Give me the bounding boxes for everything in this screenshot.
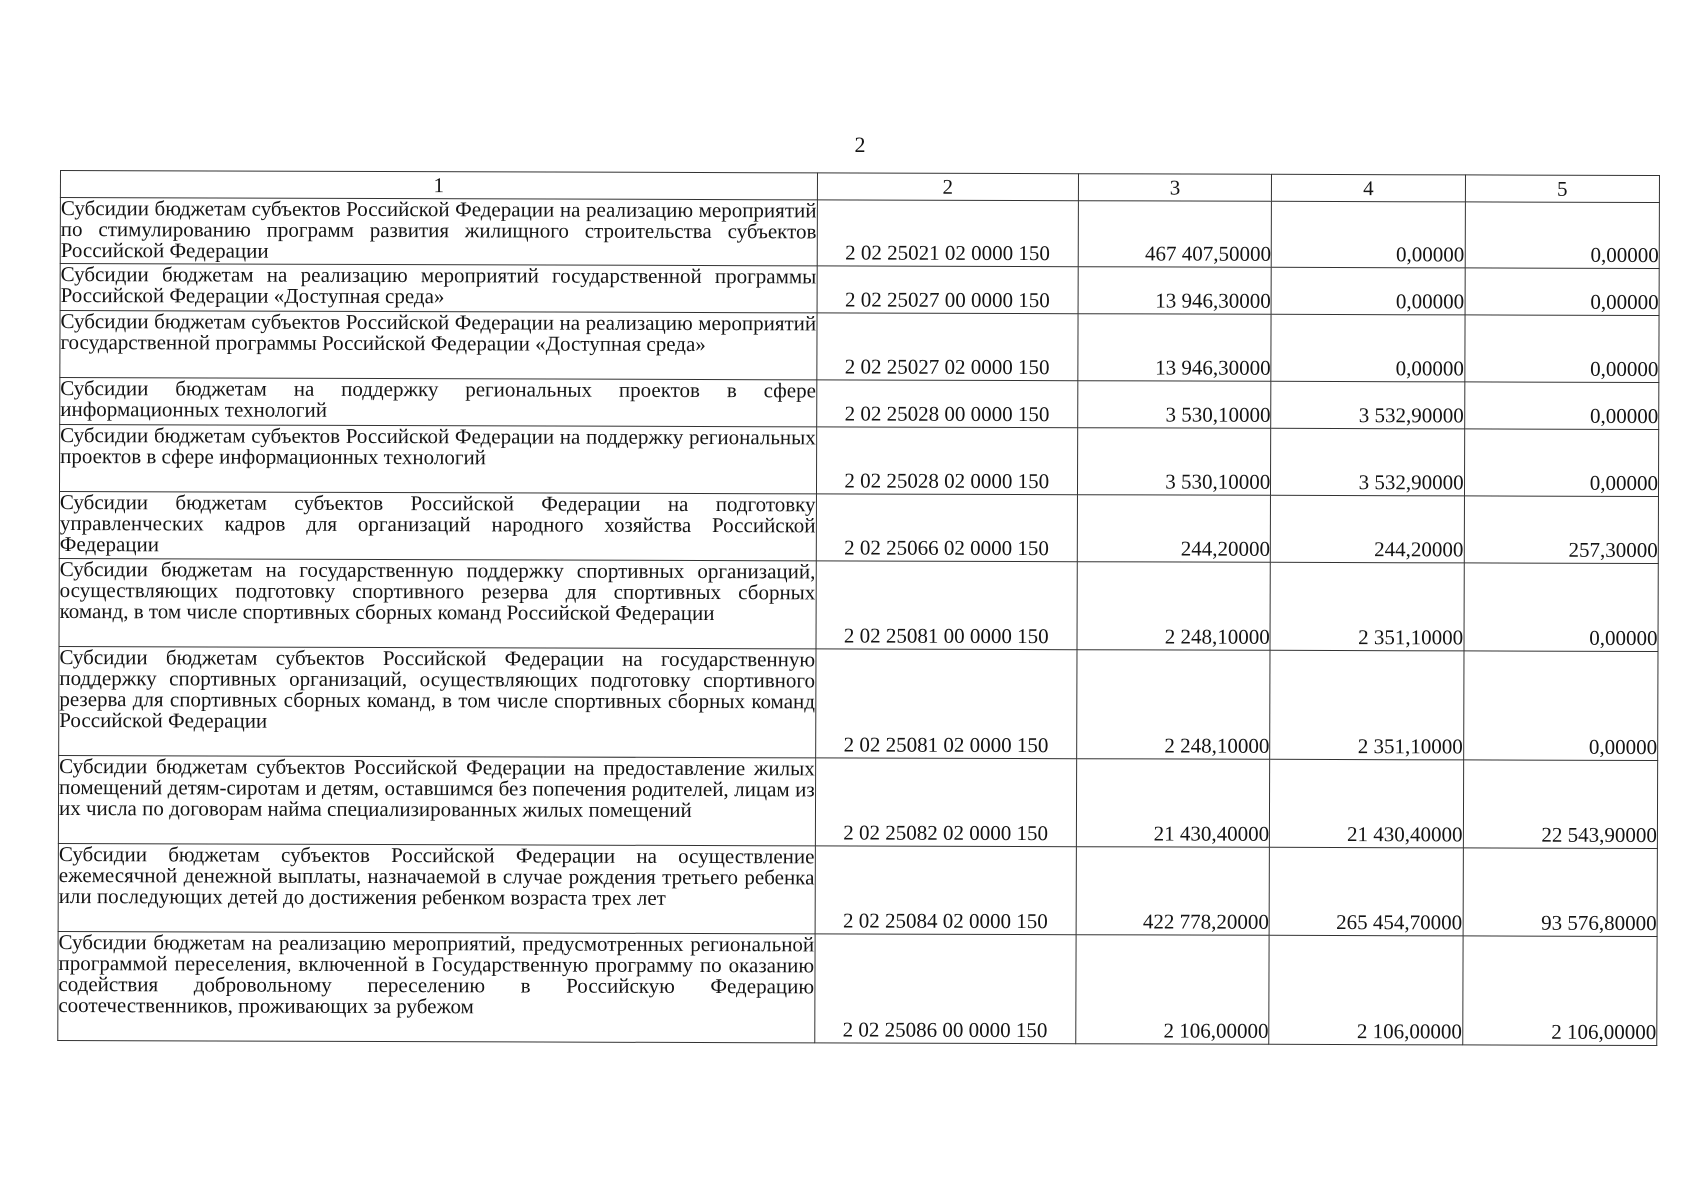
row-value-3: 2 248,10000	[1077, 650, 1271, 760]
row-code: 2 02 25027 02 0000 150	[816, 313, 1077, 381]
column-header: 5	[1465, 175, 1660, 203]
row-value-5: 93 576,80000	[1463, 848, 1658, 937]
row-value-4: 0,00000	[1271, 267, 1464, 315]
row-value-5: 0,00000	[1465, 202, 1660, 269]
row-code: 2 02 25028 00 0000 150	[816, 380, 1077, 428]
row-value-3: 21 430,40000	[1076, 759, 1270, 848]
row-value-4: 0,00000	[1271, 201, 1465, 268]
row-description: Субсидии бюджетам субъектов Российской Федерации на реализацию мероприятий государственной программы Российской Федерации «Доступная среда»	[60, 311, 817, 380]
row-value-5: 0,00000	[1465, 268, 1660, 316]
table-row	[58, 755, 1657, 848]
table-row	[60, 198, 1659, 269]
row-value-3: 13 946,30000	[1078, 314, 1272, 382]
row-code: 2 02 25081 02 0000 150	[815, 649, 1077, 759]
table-row	[58, 931, 1657, 1045]
row-value-3: 2 248,10000	[1077, 562, 1271, 651]
row-value-3: 3 530,10000	[1077, 428, 1271, 496]
row-code: 2 02 25086 00 0000 150	[814, 934, 1076, 1044]
row-value-3: 13 946,30000	[1078, 267, 1271, 315]
row-value-4: 244,20000	[1271, 495, 1465, 563]
row-description: Субсидии бюджетам субъектов Российской Федерации на осуществление ежемесячной денежной выплаты, назначаемой в случае рождения третьего ребенка или последующих детей до достижения ребенком возраста трех лет	[58, 843, 815, 933]
row-value-4: 3 532,90000	[1271, 381, 1464, 429]
row-value-4: 2 351,10000	[1270, 650, 1464, 760]
row-value-3: 422 778,20000	[1076, 847, 1270, 936]
row-code: 2 02 25028 02 0000 150	[816, 427, 1077, 495]
row-value-5: 257,30000	[1464, 496, 1659, 564]
table-body	[58, 198, 1660, 1046]
row-value-4: 3 532,90000	[1271, 428, 1465, 496]
row-value-5: 0,00000	[1463, 651, 1658, 761]
row-value-5: 0,00000	[1464, 563, 1659, 652]
row-value-4: 2 106,00000	[1269, 935, 1463, 1045]
row-description: Субсидии бюджетам субъектов Российской Федерации на государственную поддержку спортивных организаций, осуществляющих подготовку спортивного резерва для спортивных сборных команд, в том числе спортивных сборных команд Российской Федерации	[59, 646, 816, 757]
table-row	[60, 378, 1659, 430]
row-value-3: 467 407,50000	[1078, 201, 1272, 268]
row-description: Субсидии бюджетам субъектов Российской Федерации на подготовку управленческих кадров для организаций народного хозяйства Российской Федерации	[59, 491, 816, 560]
row-value-5: 22 543,90000	[1463, 760, 1658, 849]
row-code: 2 02 25084 02 0000 150	[815, 846, 1077, 935]
table-row	[60, 311, 1659, 383]
row-description: Субсидии бюджетам субъектов Российской Федерации на реализацию мероприятий по стимулированию программ развития жилищного строительства субъектов Российской Федерации	[60, 198, 817, 266]
table-row	[58, 843, 1657, 936]
budget-table-sheet	[57, 170, 1660, 1046]
page-number: 2	[854, 132, 866, 157]
row-value-3: 3 530,10000	[1078, 381, 1271, 429]
row-value-3: 244,20000	[1077, 495, 1271, 563]
row-value-5: 0,00000	[1464, 315, 1659, 383]
column-header: 1	[60, 171, 817, 200]
row-value-4: 0,00000	[1271, 314, 1465, 382]
table-row	[59, 491, 1658, 563]
row-value-5: 0,00000	[1464, 429, 1659, 497]
row-description: Субсидии бюджетам на государственную поддержку спортивных организаций, осуществляющих подготовку спортивного резерва для спортивных сборных команд, в том числе спортивных сборных команд Российской Федерации	[59, 558, 816, 648]
row-description: Субсидии бюджетам на поддержку региональных проектов в сфере информационных технологий	[60, 378, 817, 427]
budget-table	[57, 170, 1660, 1046]
row-value-4: 265 454,70000	[1269, 847, 1463, 936]
row-code: 2 02 25082 02 0000 150	[815, 758, 1077, 847]
column-header: 3	[1078, 174, 1271, 202]
row-value-4: 21 430,40000	[1270, 759, 1464, 848]
row-code: 2 02 25021 02 0000 150	[817, 200, 1078, 267]
column-header: 4	[1272, 174, 1465, 202]
row-value-5: 0,00000	[1464, 382, 1659, 430]
row-value-3: 2 106,00000	[1076, 935, 1270, 1045]
row-code: 2 02 25081 00 0000 150	[816, 561, 1078, 650]
table-row	[60, 264, 1659, 316]
row-description: Субсидии бюджетам на реализацию мероприятий государственной программы Российской Федерации «Доступная среда»	[60, 264, 817, 313]
row-value-4: 2 351,10000	[1270, 562, 1464, 651]
table-row	[59, 425, 1658, 497]
row-description: Субсидии бюджетам на реализацию мероприятий, предусмотренных региональной программой переселения, включенной в Государственную программу по оказанию содействия добровольному переселению в Российскую Федерацию соотечественников, проживающих за рубежом	[58, 931, 815, 1042]
row-description: Субсидии бюджетам субъектов Российской Федерации на предоставление жилых помещений детям-сиротам и детям, оставшимся без попечения родителей, лицам из их числа по договорам найма специализированных жилых помещений	[58, 755, 815, 845]
table-row	[59, 558, 1658, 651]
row-value-5: 2 106,00000	[1462, 936, 1657, 1046]
row-code: 2 02 25066 02 0000 150	[816, 494, 1077, 562]
row-description: Субсидии бюджетам субъектов Российской Федерации на поддержку региональных проектов в сфере информационных технологий	[59, 425, 816, 494]
column-header: 2	[817, 173, 1078, 201]
row-code: 2 02 25027 00 0000 150	[817, 266, 1078, 314]
table-row	[59, 646, 1658, 760]
